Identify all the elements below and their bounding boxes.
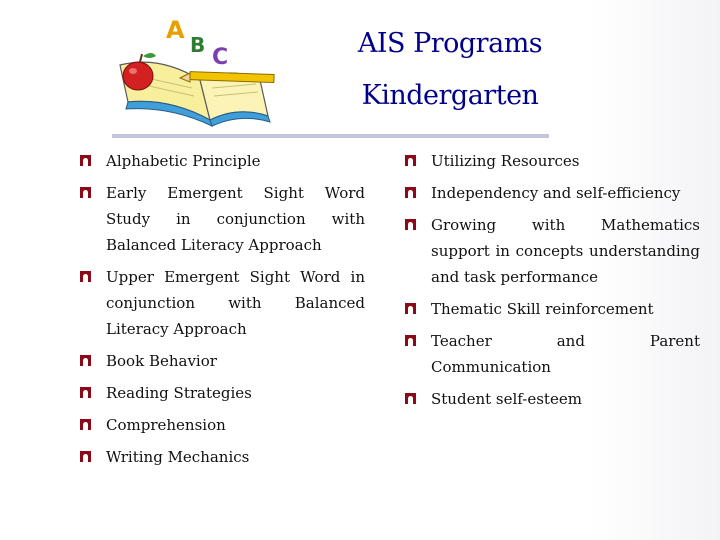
list-item [80, 380, 365, 406]
list-item-text: Early Emergent Sight Word Study in conjunction with Balanced Literacy Approach [106, 184, 365, 254]
list-item [80, 148, 365, 174]
list-item-text: Book Behavior [106, 352, 217, 370]
letter-b: B [190, 33, 206, 57]
list-item-text: Utilizing Resources [431, 152, 580, 170]
list-item-text: Thematic Skill reinforcement [431, 300, 654, 318]
list-item-text: Writing Mechanics [106, 448, 250, 466]
bullet-icon [405, 335, 416, 346]
bullet-icon [80, 451, 91, 462]
bullet-icon [80, 355, 91, 366]
slide-title [330, 18, 570, 122]
list-item-text: Upper Emergent Sight Word in conjunction with Balanced Literacy Approach [106, 268, 365, 338]
bullet-icon [80, 387, 91, 398]
list-item-text: Growing with Mathematics support in concepts understanding and task performance [431, 216, 700, 286]
bullet-icon [80, 187, 91, 198]
letter-c: C [212, 45, 229, 70]
list-item [405, 328, 700, 380]
list-item-text: Reading Strategies [106, 384, 252, 402]
list-item-text: Independency and self-efficiency [431, 184, 681, 202]
list-item [80, 180, 365, 258]
bullet-icon [405, 303, 416, 314]
list-item [405, 386, 700, 412]
right-column [405, 148, 700, 418]
title-line-2: Kindergarten [361, 80, 539, 111]
list-item-text: Comprehension [106, 416, 226, 434]
bullet-icon [405, 187, 416, 198]
abc-book-clipart [100, 10, 280, 130]
bullet-icon [405, 155, 416, 166]
list-item [80, 444, 365, 470]
list-item-text: Alphabetic Principle [106, 152, 261, 170]
left-bullet-list [80, 148, 365, 470]
list-item [80, 412, 365, 438]
title-divider [112, 134, 549, 138]
list-item [80, 348, 365, 374]
list-item [80, 264, 365, 342]
list-item-text: Student self-esteem [431, 390, 582, 408]
list-item [405, 212, 700, 290]
bullet-icon [80, 271, 91, 282]
title-line-1: AIS Programs [357, 28, 543, 59]
left-column [80, 148, 365, 476]
list-item-text: Teacher and Parent Communication [431, 332, 700, 376]
right-bullet-list [405, 148, 700, 412]
bullet-icon [405, 219, 416, 230]
bullet-icon [405, 393, 416, 404]
list-item [405, 296, 700, 322]
bullet-icon [80, 419, 91, 430]
list-item [405, 148, 700, 174]
list-item [405, 180, 700, 206]
letter-a: A [166, 16, 185, 44]
bullet-icon [80, 155, 91, 166]
